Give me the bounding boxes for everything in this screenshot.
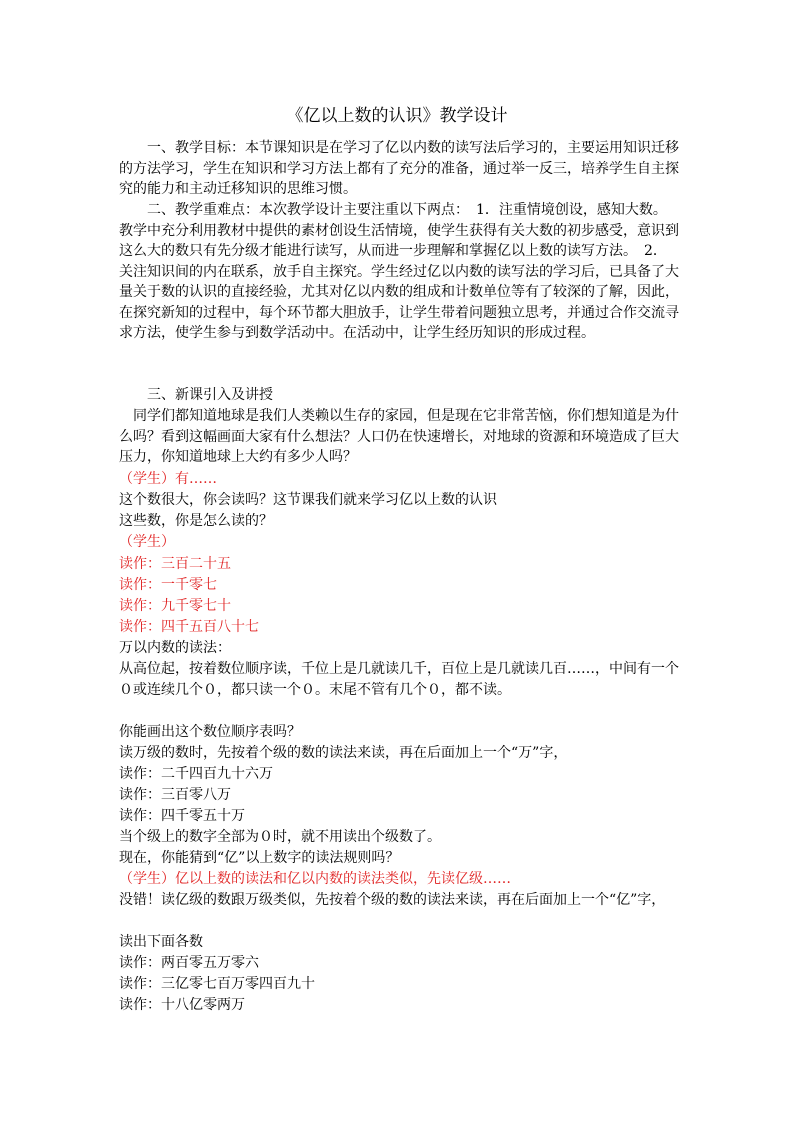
red-reading-4: 读作：四千五百八十七 [119, 619, 259, 635]
line-how-read: 这些数，你是怎么读的？ [119, 513, 273, 529]
wan-rule-paragraph [119, 659, 679, 700]
key-points-text: 二、教学重难点：本次教学设计主要注重以下两点： 1．注重情境创设，感知大数。 教学中充分利用教材中提供的素材创设生活情境，使学生获得有关大数的初步感受，意识到这么大的数只有先分级才能进行读写，从而进一步理解和掌握亿以上数的读写方法。 2．关注知识间的内在联系，放手自主探究。学生经过亿以内数的读写法的学习后，已具备了大量关于数的认识的直接经验，尤其对亿以内数的组成和计数单位等有了较深的了解，因此，在探究新知的过程中，每个环节都大胆放手，让学生带着问题独立思考，并通过合作交流寻求方法，使学生参与到数学活动中。在活动中，让学生经历知识的形成过程。 [119, 202, 679, 341]
document-title: 《亿以上数的认识》教学设计 [286, 106, 508, 126]
red-reading-2: 读作：一千零七 [119, 577, 217, 593]
wan-rule-heading: 万以内数的读法： [119, 640, 231, 656]
black-reading-2: 读作：三百零八万 [119, 787, 231, 803]
section3-heading: 三、新课引入及讲授 [147, 387, 273, 403]
line-read-below: 读出下面各数 [119, 934, 203, 950]
black-reading-5: 读作：三亿零七百万零四百九十 [119, 976, 315, 992]
black-reading-1: 读作：二千四百九十六万 [119, 766, 273, 782]
teaching-goals-text: 一、教学目标：本节课知识是在学习了亿以内数的读写法后学习的，主要运用知识迁移的方法学习，学生在知识和学习方法上都有了充分的准备，通过举一反三，培养学生自主探究的能力和主动迁移知识的思维习惯。 [119, 140, 679, 197]
student-reply-1: （学生）有…… [119, 471, 217, 487]
intro-text: 同学们都知道地球是我们人类赖以生存的家园，但是现在它非常苦恼，你们想知道是为什么吗？看到这幅画面大家有什么想法？人口仍在快速增长，对地球的资源和环境造成了巨大压力，你知道地球上大约有多少人吗？ [119, 408, 679, 465]
intro-paragraph [119, 406, 679, 468]
line-draw-table: 你能画出这个数位顺序表吗？ [119, 724, 301, 740]
student-label: （学生） [119, 534, 175, 550]
red-reading-3: 读作：九千零七十 [119, 598, 231, 614]
key-points-paragraph [119, 200, 679, 344]
wan-rule-text: 从高位起，按着数位顺序读，千位上是几就读几千，百位上是几就读几百……，中间有一个０或连续几个０，都只读一个０。末尾不管有几个０，都不读。 [119, 661, 679, 698]
yi-rule-paragraph [119, 890, 679, 911]
teaching-goals-paragraph [119, 138, 679, 200]
red-reading-1: 读作：三百二十五 [119, 556, 231, 572]
black-reading-3: 读作：四千零五十万 [119, 808, 245, 824]
black-reading-4: 读作：两百零五万零六 [119, 955, 259, 971]
line-wan-level: 读万级的数时，先按着个级的数的读法来读，再在后面加上一个“万”字， [119, 745, 568, 761]
line-big-number: 这个数很大，你会读吗？这节课我们就来学习亿以上数的认识 [119, 492, 497, 508]
yi-rule-text: 没错！读亿级的数跟万级类似，先按着个级的数的读法来读，再在后面加上一个“亿”字， [119, 892, 666, 908]
black-reading-6: 读作：十八亿零两万 [119, 997, 245, 1013]
student-reply-2: （学生）亿以上数的读法和亿以内数的读法类似，先读亿级…… [119, 871, 511, 887]
line-zero-level: 当个级上的数字全部为０时，就不用读出个级数了。 [119, 829, 441, 845]
line-guess-rule: 现在，你能猜到“亿”以上数字的读法规则吗？ [119, 850, 400, 866]
